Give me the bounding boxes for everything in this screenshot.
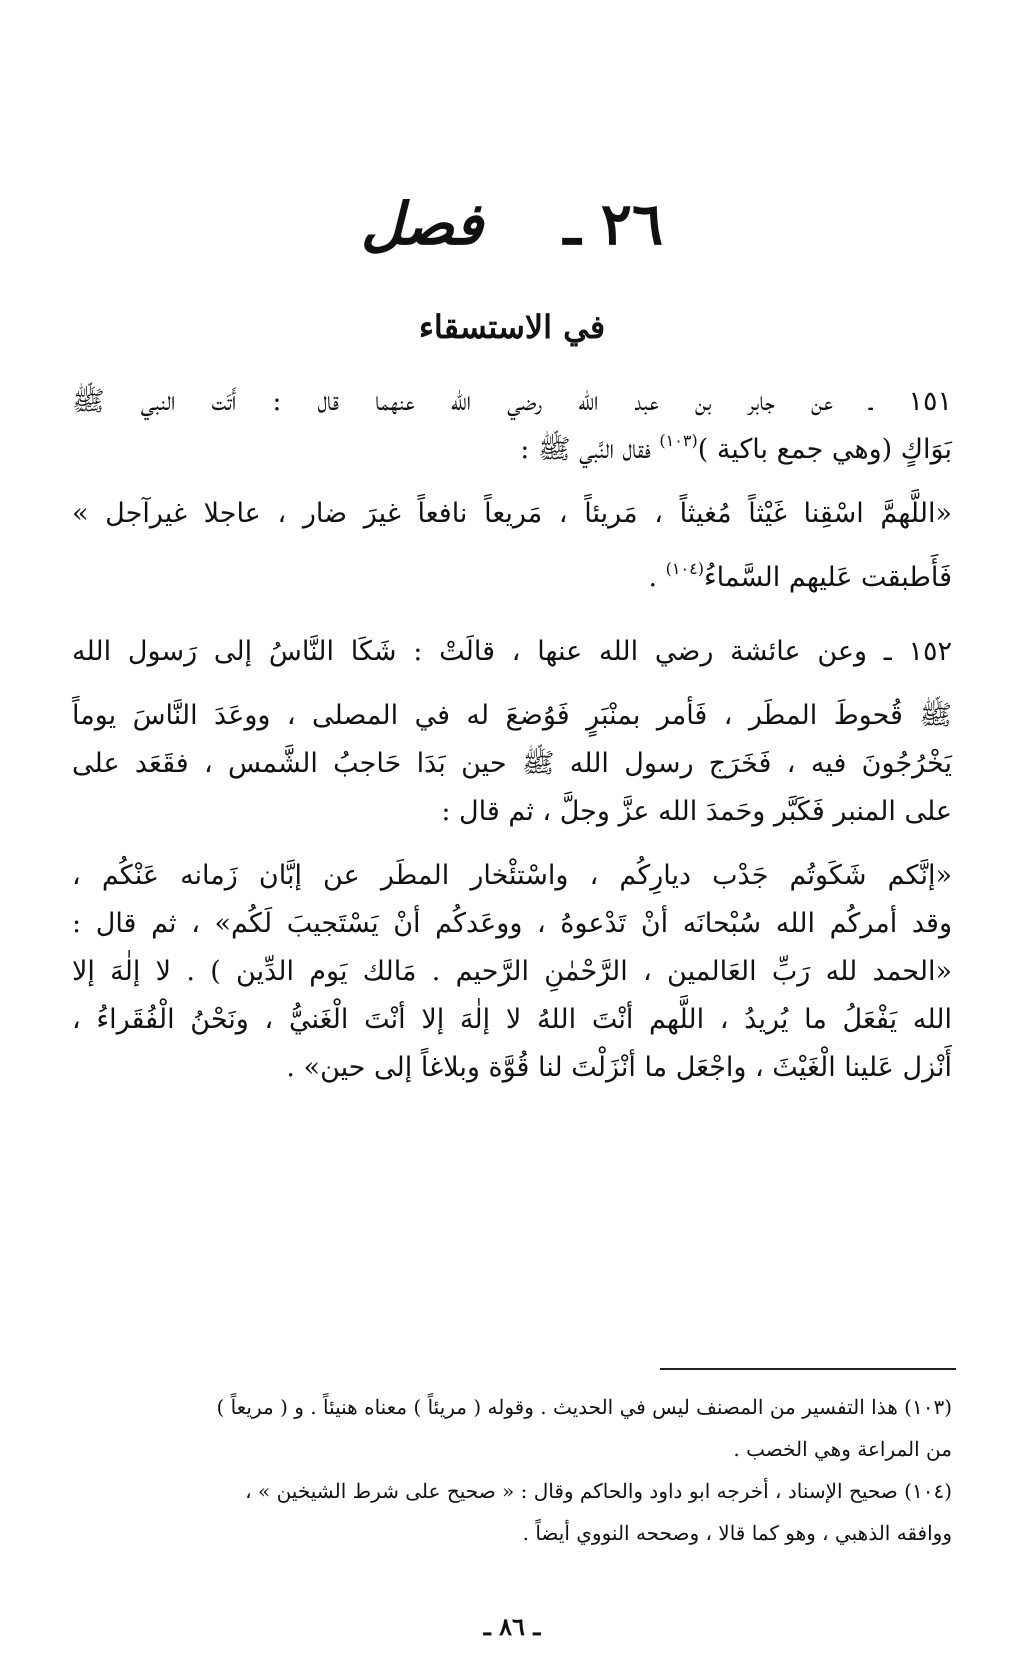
- text-line: [72, 554, 952, 602]
- text-line: «إنَّكم شَكَوتُم جَدْب ديارِكُم ، واسْتئْخار المطَر عن إبَّان زَمانه عَنْكُم ،: [72, 860, 952, 891]
- footnote-divider: [660, 1368, 956, 1370]
- text-line: يَخْرُجُونَ فيه ، فَخَرَج رسول الله ﷺ حين بَدَا حَاجبُ الشَّمس ، فقَعَد على: [72, 748, 952, 779]
- text-line: «اللَّهمَّ اسْقِنا غَيْثاً مُغيثاً ، مَريئاً ، مَريعاً نافعاً غيرَ ضار ، عاجلا غيرآجل »: [72, 498, 952, 529]
- chapter-number: ٢٦ ـ: [563, 190, 664, 258]
- text-line: الله يَفْعَلُ ما يُريدُ ، اللَّهم أنْتَ اللهُ لا إلٰهَ إلا أنْتَ الْغَنيُّ ، ونَحْنُ الْفُقَراءُ ،: [72, 1004, 952, 1035]
- chapter-subtitle: في الاستسقاء: [418, 308, 606, 346]
- page-number: ـ ٨٦ ـ: [483, 1612, 541, 1641]
- chapter-heading: [0, 190, 1024, 258]
- text-line: ﷺ قُحوطَ المطَر ، فَأمر بمنْبَرٍ فَوُضعَ له في المصلى ، ووعَدَ النَّاسَ يوماً: [72, 700, 952, 731]
- text-line: وقد أمركُم الله سُبْحانَه أنْ تَدْعوهُ ، ووعَدكُم أنْ يَسْتَجيبَ لَكُم» ، ثم قال :: [72, 908, 952, 939]
- hadith-152: [72, 628, 952, 1092]
- text-line: على المنبر فَكَبَّر وحَمدَ الله عزَّ وجلَّ ، ثم قال :: [441, 796, 952, 827]
- footnote-104: (١٠٤) صحيح الإسناد ، أخرجه ابو داود والحاكم وقال : « صحيح على شرط الشيخين » ،: [245, 1479, 952, 1503]
- footnote-104-cont: ووافقه الذهبي ، وهو كما قالا ، وصححه النووي أيضاً .: [522, 1521, 952, 1545]
- main-text: [72, 378, 952, 1092]
- footnote-103: (١٠٣) هذا التفسير من المصنف ليس في الحديث . وقوله ( مريئاً ) معناه هنيئاً . و ( مريعاً ): [216, 1395, 952, 1419]
- text-line: ١٥١ ـ عن جابر بن عبد الله رضي الله عنهما قال : أَتَت النبي ﷺ: [72, 386, 952, 417]
- hadith-151: [72, 378, 952, 602]
- text-fragment: فقال النَّبي ﷺ :: [520, 434, 660, 465]
- text-line: أَنْزل عَلينا الْغَيْثَ ، واجْعَل ما أنْزَلْتَ لنا قُوَّة وبلاغاً إلى حين» .: [286, 1052, 952, 1083]
- footnotes: [72, 1386, 952, 1554]
- text-line: [72, 426, 952, 474]
- footnote-103-cont: من المراعة وهي الخصب .: [733, 1437, 952, 1461]
- chapter-title: فصل: [360, 190, 483, 258]
- footnote-ref: (١٠٤): [665, 559, 704, 578]
- text-line: ١٥٢ ـ وعن عائشة رضي الله عنها ، قالَتْ : شَكَا النَّاسُ إلى رَسول الله: [72, 636, 952, 667]
- text-fragment: .: [648, 562, 666, 593]
- text-line: «الحمد لله رَبِّ العَالمين ، الرَّحْمٰنِ الرَّحيم . مَالك يَوم الدِّين ) . لا إلٰهَ إلا: [72, 956, 952, 987]
- text-fragment: فَأَطبقت عَليهم السَّماءُ: [703, 562, 952, 593]
- footnote-ref: (١٠٣): [659, 431, 698, 450]
- text-fragment: بَوَاكٍ (وهي جمع باكية ): [697, 434, 952, 465]
